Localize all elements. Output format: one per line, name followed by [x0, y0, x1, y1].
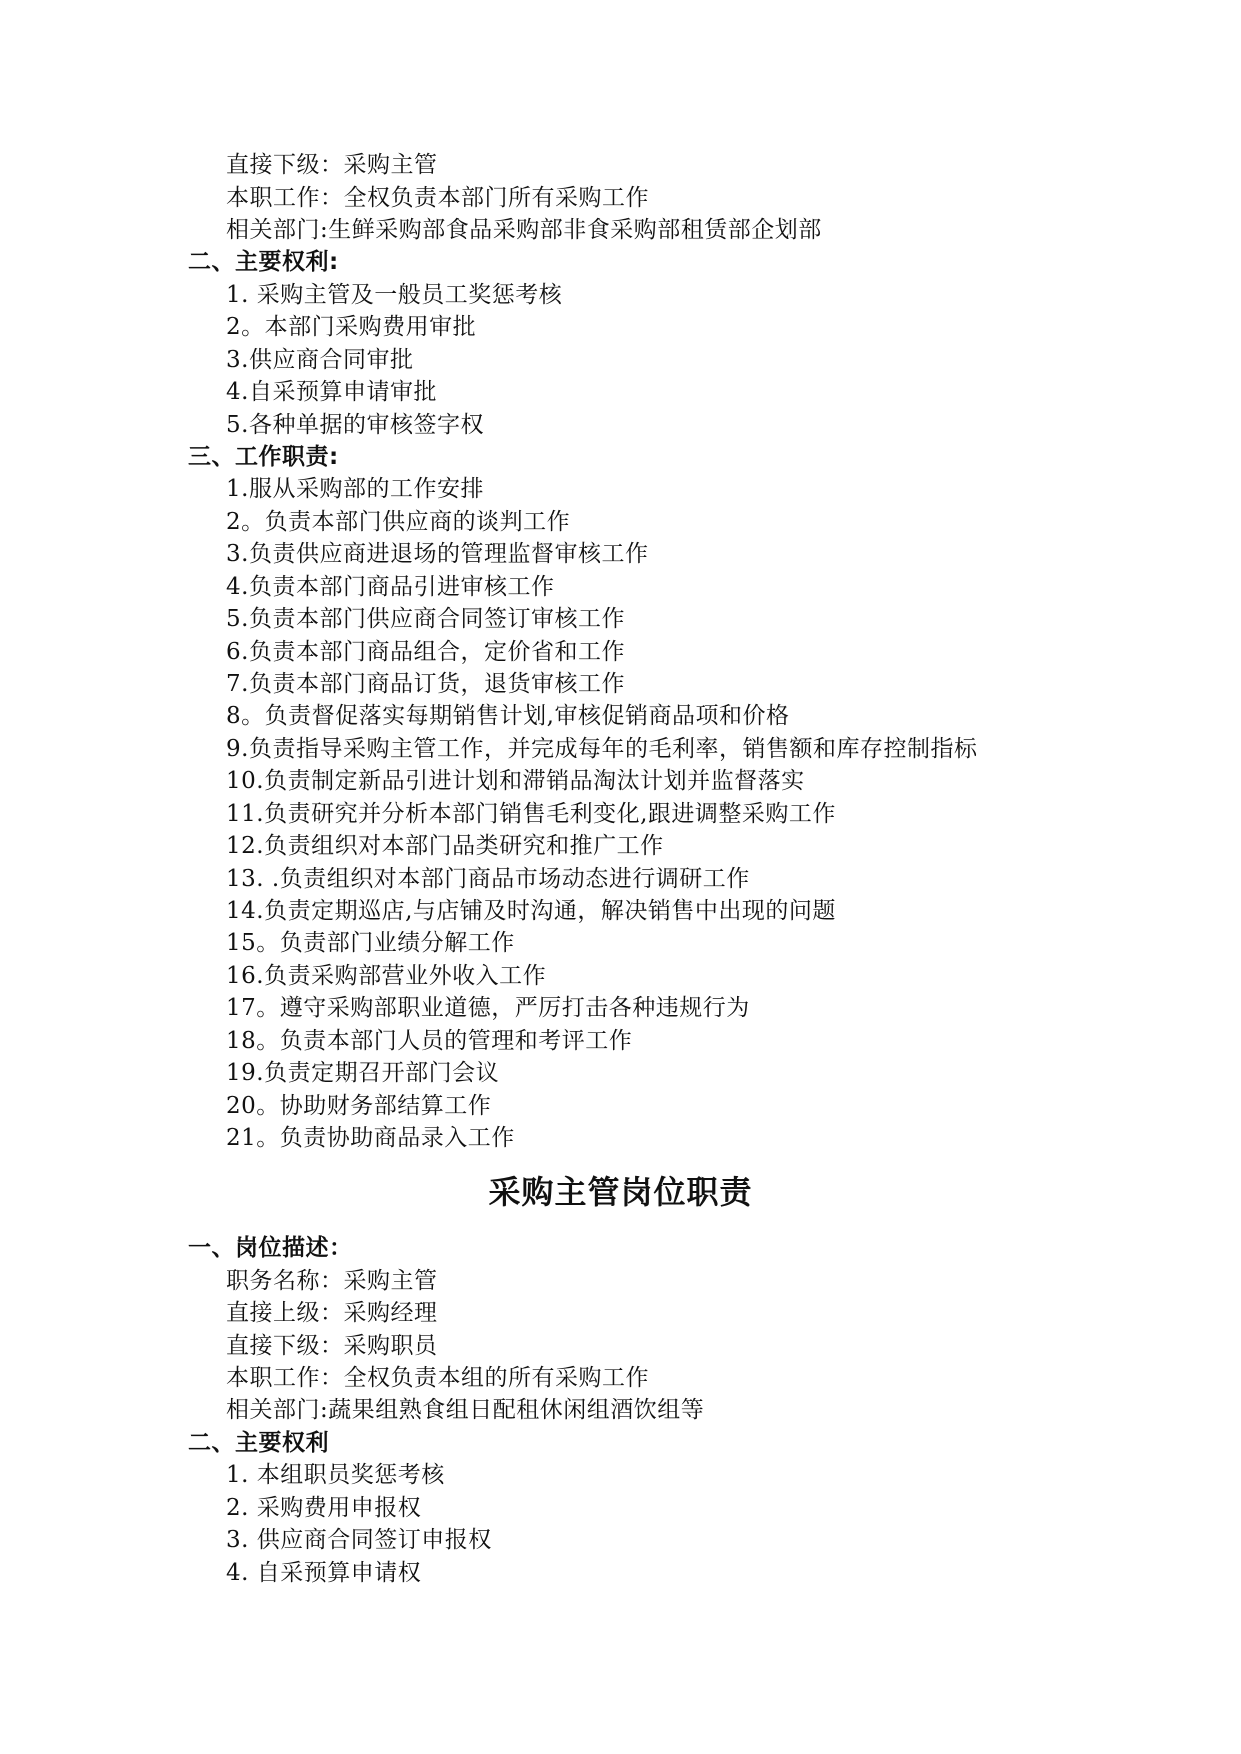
section-title: 采购主管岗位职责 — [488, 1173, 753, 1211]
duties-item: 20。协助财务部结算工作 — [226, 1093, 492, 1119]
rights-item: 1. 本组职员奖惩考核 — [226, 1462, 445, 1488]
desc-line: 相关部门:生鲜采购部食品采购部非食采购部租赁部企划部 — [226, 217, 822, 243]
duties-item: 10.负责制定新品引进计划和滞销品淘汰计划并监督落实 — [226, 768, 805, 794]
desc-heading: 一、岗位描述： — [188, 1235, 353, 1261]
desc-line: 职务名称：采购主管 — [226, 1268, 438, 1294]
desc-line: 直接上级：采购经理 — [226, 1300, 438, 1326]
desc-line: 直接下级：采购主管 — [226, 152, 438, 178]
desc-line: 本职工作：全权负责本组的所有采购工作 — [226, 1365, 649, 1391]
duties-heading: 三、工作职责: — [188, 444, 339, 470]
duties-item: 19.负责定期召开部门会议 — [226, 1060, 500, 1086]
rights-item: 2. 采购费用申报权 — [226, 1495, 422, 1521]
duties-item: 16.负责采购部营业外收入工作 — [226, 963, 547, 989]
desc-line: 直接下级：采购职员 — [226, 1333, 438, 1359]
duties-item: 4.负责本部门商品引进审核工作 — [226, 574, 555, 600]
rights-heading: 二、主要权利: — [188, 249, 339, 275]
duties-item: 1.服从采购部的工作安排 — [226, 476, 484, 502]
duties-item: 3.负责供应商进退场的管理监督审核工作 — [226, 541, 649, 567]
duties-item: 6.负责本部门商品组合，定价省和工作 — [226, 639, 625, 665]
duties-item: 17。遵守采购部职业道德，严厉打击各种违规行为 — [226, 995, 750, 1021]
duties-item: 21。负责协助商品录入工作 — [226, 1125, 515, 1151]
rights-item: 3.供应商合同审批 — [226, 347, 414, 373]
rights-item: 2。本部门采购费用审批 — [226, 314, 477, 340]
duties-item: 7.负责本部门商品订货，退货审核工作 — [226, 671, 625, 697]
duties-item: 2。负责本部门供应商的谈判工作 — [226, 509, 571, 535]
duties-item: 9.负责指导采购主管工作，并完成每年的毛利率，销售额和库存控制指标 — [226, 736, 978, 762]
duties-item: 13. .负责组织对本部门商品市场动态进行调研工作 — [226, 866, 750, 892]
duties-item: 14.负责定期巡店,与店铺及时沟通，解决销售中出现的问题 — [226, 898, 836, 924]
desc-line: 相关部门:蔬果组熟食组日配租休闲组酒饮组等 — [226, 1397, 705, 1423]
rights-item: 5.各种单据的审核签字权 — [226, 412, 484, 438]
duties-item: 8。负责督促落实每期销售计划,审核促销商品项和价格 — [226, 703, 790, 729]
rights-item: 1. 采购主管及一般员工奖惩考核 — [226, 282, 563, 308]
rights-item: 4.自采预算申请审批 — [226, 379, 437, 405]
desc-line: 本职工作：全权负责本部门所有采购工作 — [226, 185, 649, 211]
duties-item: 18。负责本部门人员的管理和考评工作 — [226, 1028, 633, 1054]
duties-item: 15。负责部门业绩分解工作 — [226, 930, 515, 956]
rights-heading: 二、主要权利 — [188, 1430, 329, 1456]
duties-item: 5.负责本部门供应商合同签订审核工作 — [226, 606, 625, 632]
rights-item: 3. 供应商合同签订申报权 — [226, 1527, 492, 1553]
rights-item: 4. 自采预算申请权 — [226, 1560, 422, 1586]
duties-item: 12.负责组织对本部门品类研究和推广工作 — [226, 833, 664, 859]
duties-item: 11.负责研究并分析本部门销售毛利变化,跟进调整采购工作 — [226, 801, 836, 827]
